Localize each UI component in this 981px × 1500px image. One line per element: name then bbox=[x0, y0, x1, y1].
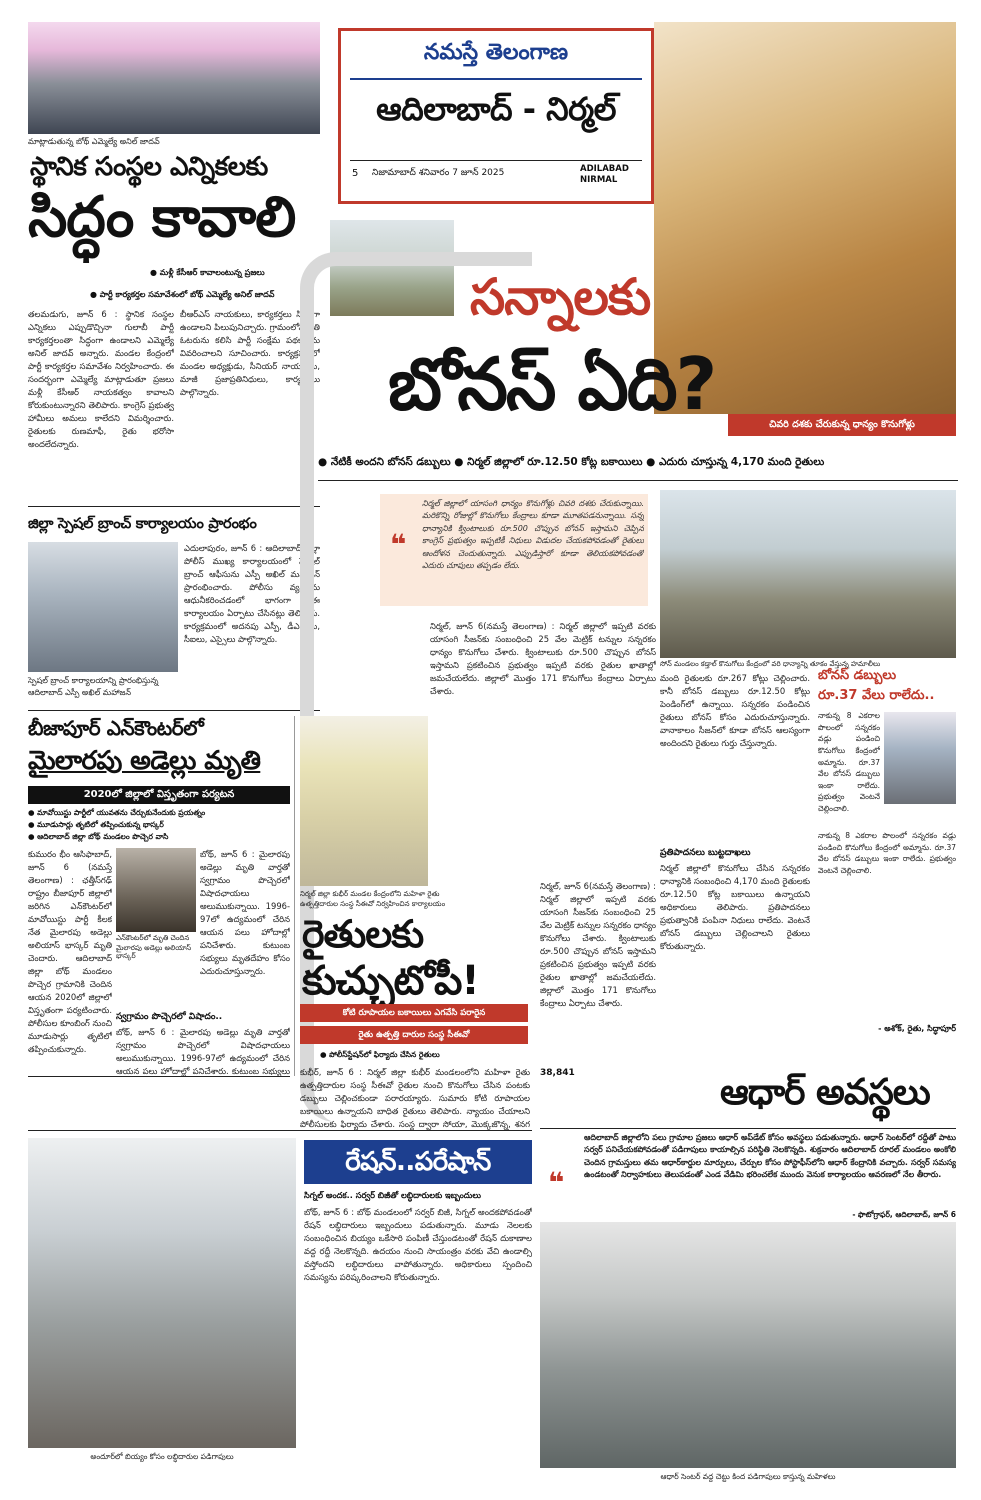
lead-photo-caption: సోన్ మండలం కడ్తాల్ కొనుగోలు కేంద్రంలో వరి ధాన్యాన్ని తూకం వేస్తున్న హమాలీలు bbox=[660, 660, 881, 668]
masthead-edition-en: ADILABAD NIRMAL bbox=[580, 164, 629, 186]
story4-photo-caption1: నిర్మల్ జిల్లా కుభీర్ మండల కేంద్రంలోని మహిళా రైతు bbox=[300, 890, 440, 898]
lead-stat: 38,841 bbox=[540, 1068, 575, 1078]
story3-bullet3: ● ఆదిలాబాద్ జిల్లా బోథ్ మండలం పొచ్చెర వాసి bbox=[28, 832, 169, 841]
lead-body-d: నిర్మల్, జూన్ 6(నమస్తే తెలంగాణ) : నిర్మల్ జిల్లాలో ఇప్పటి వరకు యాసంగి సీజన్‌కు సంబంధించి 25 వేల మెట్రిక్ టన్నుల సన్నరకం ధాన్యం కొనుగోలు చేశారు. క్వింటాలుకు రూ.500 చొప్పున బోనస్ ఇస్తామని ప్రకటించిన ప్రభుత్వం ఇప్పటి వరకు రైతుల ఖాతాల్లో జమచేయలేదు. జిల్లాలో మొత్తం 171 కొనుగోలు కేంద్రాలు ఏర్పాటు చేశారు. bbox=[540, 881, 656, 1009]
divider bbox=[28, 710, 320, 711]
divider bbox=[28, 1076, 290, 1077]
story3-photo bbox=[116, 848, 196, 932]
story1-photo-caption: మాట్లాడుతున్న బోథ్ ఎమ్మెల్యే అనిల్ జాదవ్ bbox=[28, 137, 160, 146]
story2-photo-caption2: ఆదిలాబాద్ ఎస్పీ అఖిల్ మహాజన్ bbox=[28, 688, 131, 697]
story3-headline-small: బీజాపూర్ ఎన్‌కౌంటర్‌లో bbox=[28, 716, 204, 740]
lead-headline-top: సన్నాలకు bbox=[470, 268, 651, 326]
divider bbox=[350, 78, 642, 80]
lead-sidebar-photo bbox=[884, 712, 956, 804]
lead-sidebar-sub: రూ.37 వేలు రాలేదు.. bbox=[818, 688, 935, 703]
divider bbox=[540, 1128, 956, 1129]
story3-band: 2020లో జిల్లాలో విస్తృతంగా పర్యటన bbox=[28, 786, 290, 804]
story5-photo-caption: ఆధార్ సెంటర్ వద్ద చెట్టు కింద పడిగాపులు కాస్తున్న మహిళలు bbox=[660, 1472, 836, 1481]
lead-tag: చివరి దశకు చేరుకున్న ధాన్యం కొనుగోళ్లు bbox=[728, 414, 956, 436]
divider bbox=[294, 716, 295, 1076]
story6-photo bbox=[28, 1138, 296, 1448]
story5-headline: ఆధార్ అవస్థలు bbox=[720, 1072, 930, 1113]
story3-photo-caption2: మైలారపు అడెల్లు అలియాస్ భాస్కర్ bbox=[116, 944, 192, 961]
lead-sidebar-body2: నాకున్న 8 ఎకరాల పొలంలో సన్నరకం వడ్లు పండించి కొనుగోలు కేంద్రంలో అమ్మాను. రూ.37 వేల బోనస్ డబ్బులు ఇంకా రాలేదు. ప్రభుత్వం వెంటనే చెల్లించాలి. bbox=[818, 831, 956, 875]
masthead-dateline: నిజామాబాద్ శనివారం 7 జూన్ 2025 bbox=[372, 168, 505, 178]
story3-subhead: స్వగ్రామం పొచ్చెరలో విషాదం.. bbox=[116, 1012, 223, 1022]
lead-sidebar-sign: - అశోక్, రైతు, సిద్ధాపూర్ bbox=[878, 1024, 956, 1033]
story3-body-continued: బోథ్, జూన్ 6 : మైలారపు అడెల్లు మృతి వార్తతో స్వగ్రామం పొచ్చెరలో విషాదఛాయలు అలుముకున్నాయి. 1996-97లో ఉద్యమంలో చేరిన ఆయన పలు హోదాల్లో పనిచేశారు. కుటుంబ సభ్యులు మృతదేహం కోసం ఎదురుచూస్తున్నారు. bbox=[200, 849, 290, 977]
story1-photo bbox=[28, 22, 320, 134]
story5-quote-icon: ❝ bbox=[548, 1166, 565, 1199]
lead-body-a: నిర్మల్, జూన్ 6(నమస్తే తెలంగాణ) : నిర్మల్ జిల్లాలో ఇప్పటి వరకు యాసంగి సీజన్‌కు సంబంధించి 25 వేల మెట్రిక్ టన్నుల సన్నరకం ధాన్యం కొనుగోలు చేశారు. క్వింటాలుకు రూ.500 చొప్పున బోనస్ ఇస్తామని ప్రకటించిన ప్రభుత్వం ఇప్పటి వరకు రైతుల ఖాతాల్లో జమచేయలేదు. జిల్లాలో మొత్తం 171 కొనుగోలు కేంద్రాలు ఏర్పాటు చేశారు. bbox=[430, 621, 656, 697]
divider bbox=[28, 506, 320, 507]
masthead-page-no: 5 bbox=[352, 168, 359, 179]
story4-band1: కోటి రూపాయల బకాయిలు ఎగవేసి పరారైన bbox=[300, 1004, 528, 1022]
lead-quote: నిర్మల్ జిల్లాలో యాసంగి ధాన్యం కొనుగోళ్లు చివరి దశకు చేరుకున్నాయి. మరికొన్ని రోజుల్లో కొనుగోలు కేంద్రాలు కూడా మూతపడనున్నాయి. సన్న ధాన్యానికి క్వింటాలుకు రూ.500 చొప్పున బోనస్ ఇస్తామని చెప్పిన కాంగ్రెస్ ప్రభుత్వం ఇప్పటికీ నిధులు విడుదల చేయకపోవడంతో రైతులు ఆందోళన చెందుతున్నారు. ఎప్పుడిస్తారో కూడా తెలియకపోవడంతో ఎదురు చూపులు తప్పడం లేదు. bbox=[422, 499, 644, 570]
divider bbox=[318, 480, 958, 481]
story4-bullet: ● పోలీస్‌స్టేషన్‌లో ఫిర్యాదు చేసిన రైతులు bbox=[320, 1050, 440, 1059]
masthead-edition: ఆదిలాబాద్ - నిర్మల్ bbox=[376, 90, 616, 128]
story2-photo-caption1: స్పెషల్ బ్రాంచ్ కార్యాలయాన్ని ప్రారంభిస్తున్న bbox=[28, 676, 159, 685]
lead-sidebar-body: నాకున్న 8 ఎకరాల పొలంలో సన్నరకం వడ్లు పండించి కొనుగోలు కేంద్రంలో అమ్మాను. రూ.37 వేల బోనస్ డబ్బులు ఇంకా రాలేదు. ప్రభుత్వం వెంటనే చెల్లించాలి. bbox=[818, 711, 880, 813]
story4-band2: రైతు ఉత్పత్తి దారుల సంస్థ సీఈవో bbox=[300, 1026, 528, 1044]
lead-body-c: నిర్మల్ జిల్లాలో కొనుగోలు చేసిన సన్నరకం ధాన్యానికి సంబంధించి 4,170 మంది రైతులకు రూ.12.50 కోట్ల బకాయిలు ఉన్నాయని అధికారులు తెలిపారు. ప్రతిపాదనలు ప్రభుత్వానికి పంపినా నిధులు రాలేదు. వెంటనే బోనస్ డబ్బులు చెల్లించాలని రైతులు కోరుతున్నారు. bbox=[660, 863, 810, 952]
lead-subhead: ప్రతిపాదనలు బుట్టదాఖలు bbox=[660, 848, 751, 858]
story5-sign: - ఫొటోగ్రాఫర్, ఆదిలాబాద్, జూన్ 6 bbox=[852, 1210, 956, 1219]
lead-strap: ● నేటికీ అందని బోనస్ డబ్బులు ● నిర్మల్ జిల్లాలో రూ.12.50 కోట్ల బకాయిలు ● ఎదురు చూస్తున్న 4,170 మంది రైతులు bbox=[318, 456, 825, 468]
story1-bullet1: ● మళ్లీ కేసీఆర్ కావాలంటున్న ప్రజలు bbox=[150, 268, 265, 277]
story3-body2: బోథ్, జూన్ 6 : మైలారపు అడెల్లు మృతి వార్తతో స్వగ్రామం పొచ్చెరలో విషాదఛాయలు అలుముకున్నాయి. 1996-97లో ఉద్యమంలో చేరిన ఆయన పలు హోదాల్లో పనిచేశారు. కుటుంబ సభ్యులు bbox=[116, 1027, 290, 1076]
masthead-brand: నమస్తే తెలంగాణ bbox=[423, 40, 569, 65]
story1-body-a: తలమడుగు, జూన్ 6 : స్థానిక సంస్థల ఎన్నికలు ఎప్పుడొచ్చినా గులాబీ పార్టీ కార్యకర్తలంతా సిద్ధంగా ఉండాలని ఎమ్మెల్యే అనిల్ జాదవ్ అన్నారు. మండల కేంద్రంలో పార్టీ కార్యకర్తల సమావేశం నిర్వహించారు. ఈ సందర్భంగా ఎమ్మెల్యే మాట్లాడుతూ ప్రజలు మళ్లీ కేసీఆర్ నాయకత్వం కావాలని కోరుకుంటున్నారని తెలిపారు. కాంగ్రెస్ ప్రభుత్వ హామీలు అమలు కాలేదని విమర్శించారు. రైతులకు రుణమాఫీ, రైతు భరోసా అందలేదన్నారు. bbox=[28, 309, 174, 450]
lead-body-b: మంది రైతులకు రూ.267 కోట్లు చెల్లించారు. కానీ బోనస్ డబ్బులు రూ.12.50 కోట్లు పెండింగ్‌లో ఉన్నాయి. సన్నరకం పండించిన రైతులు బోనస్ కోసం ఎదురుచూస్తున్నారు. వానాకాలం సీజన్‌లో కూడా బోనస్ ఆలస్యంగా అందిందని రైతులు గుర్తు చేస్తున్నారు. bbox=[660, 673, 810, 749]
story4-body: కుభీర్, జూన్ 6 : నిర్మల్ జిల్లా కుభీర్ మండలంలోని మహిళా రైతు ఉత్పత్తిదారుల సంస్థ సీఈవో రైతుల నుంచి కొనుగోలు చేసిన పంటకు డబ్బులు చెల్లించకుండా పరారయ్యారు. సుమారు కోటి రూపాయల బకాయిలు ఉన్నాయని బాధిత రైతులు తెలిపారు. న్యాయం చేయాలని పోలీసులకు ఫిర్యాదు చేశారు. సంస్థ ద్వారా సోయా, మొక్కజొన్న, శనగ bbox=[300, 1067, 530, 1130]
story6-body: బోథ్, జూన్ 6 : బోథ్ మండలంలో సర్వర్ బిజీ, సిగ్నల్ అందకపోవడంతో రేషన్ లబ్ధిదారులు ఇబ్బందులు పడుతున్నారు. మూడు నెలలకు సంబంధించిన బియ్యం ఒకేసారి పంపిణీ చేస్తుండటంతో రేషన్ దుకాణాల వద్ద రద్దీ నెలకొన్నది. ఉదయం నుంచి సాయంత్రం వరకు వేచి ఉండాల్సి వస్తోందని లబ్ధిదారులు వాపోతున్నారు. అధికారులు స్పందించి సమస్యను పరిష్కరించాలని కోరుతున్నారు. bbox=[304, 1207, 532, 1283]
story6-photo-caption: అందూర్‌లో బియ్యం కోసం లబ్ధిదారుల పడిగాపులు bbox=[90, 1452, 234, 1461]
story4-headline-big: కుచ్చుటోపీ! bbox=[302, 958, 479, 1004]
story1-body-b: బీఆర్ఎస్ నాయకులు, కార్యకర్తలు సిద్ధంగా ఉండాలని పిలుపునిచ్చారు. గ్రామంలోని ప్రతి ఓటరును కలిసి పార్టీ సంక్షేమ పథకాలను వివరించాలని సూచించారు. కార్యక్రమంలో మండల అధ్యక్షుడు, సీనియర్ నాయకులు, మాజీ ప్రజాప్రతినిధులు, కార్యకర్తలు పాల్గొన్నారు. bbox=[180, 309, 320, 398]
story3-bullet1: ● మావోయిస్టు పార్టీలో యువతను చేర్చుకునేందుకు ప్రయత్నం bbox=[28, 808, 206, 817]
story2-headline: జిల్లా స్పెషల్ బ్రాంచ్ కార్యాలయం ప్రారంభం bbox=[28, 516, 257, 532]
divider bbox=[28, 1130, 532, 1131]
story3-body: కుమురం భీం ఆసిఫాబాద్, జూన్ 6 (నమస్తే తెలంగాణ) : ఛత్తీస్‌గఢ్ రాష్ట్రం బీజాపూర్ జిల్లాలో జరిగిన ఎన్‌కౌంటర్‌లో మావోయిస్టు పార్టీ కీలక నేత మైలారపు అడెల్లు అలియాస్ భాస్కర్ మృతి చెందారు. ఆదిలాబాద్ జిల్లా బోథ్ మండలం పొచ్చెర గ్రామానికి చెందిన ఆయన 2020లో జిల్లాలో విస్తృతంగా పర్యటించారు. పోలీసుల కూంబింగ్ నుంచి మూడుసార్లు తృటిలో తప్పించుకున్నారు. bbox=[28, 849, 112, 1055]
lead-quote-icon: ❝ bbox=[390, 528, 407, 561]
lead-weighing-photo bbox=[660, 490, 956, 658]
story1-bullet2: ● పార్టీ కార్యకర్తల సమావేశంలో బోథ్ ఎమ్మెల్యే అనిల్ జాదవ్ bbox=[90, 290, 275, 299]
lead-sidebar-head: బోనస్ డబ్బులు bbox=[818, 668, 897, 683]
story6-headline: రేషన్..పరేషాన్ bbox=[304, 1140, 532, 1184]
story2-photo bbox=[28, 542, 178, 672]
story3-headline-big: మైలారపు అడెల్లు మృతి bbox=[28, 746, 261, 776]
story2-body: ఎదులాపురం, జూన్ 6 : ఆదిలాబాద్ జిల్లా పోలీస్ ముఖ్య కార్యాలయంలో స్పెషల్ బ్రాంచ్ ఆఫీసును ఎస్పీ అఖిల్ మహాజన్ ప్రారంభించారు. పోలీసు వ్యవస్థను ఆధునీకరించడంలో భాగంగా ఈ కార్యాలయం ఏర్పాటు చేసినట్లు తెలిపారు. కార్యక్రమంలో అదనపు ఎస్పీ, డీఎస్పీలు, సీఐలు, ఎస్సైలు పాల్గొన్నారు. bbox=[184, 543, 320, 645]
story6-sub: సిగ్నల్ అందక.. సర్వర్ బిజీతో లబ్ధిదారులకు ఇబ్బందులు bbox=[304, 1190, 482, 1200]
divider bbox=[350, 160, 642, 161]
story1-headline-small: స్థానిక సంస్థల ఎన్నికలకు bbox=[30, 152, 268, 182]
story4-headline-small: రైతులకు bbox=[302, 912, 424, 956]
lead-headline-big: బోనస్ ఏది? bbox=[388, 342, 716, 426]
story5-quote: ఆదిలాబాద్ జిల్లాలోని పలు గ్రామాల ప్రజలు ఆధార్ అప్‌డేట్ కోసం అవస్థలు పడుతున్నారు. ఆధార్ సెంటర్‌లో రద్దీతో పాటు సర్వర్ పనిచేయకపోవడంతో పడిగాపులు కాయాల్సిన పరిస్థితి నెలకొన్నది. శుక్రవారం ఆదిలాబాద్ రూరల్ మండలం అంకోలి చెందిన గ్రామస్తులు తమ ఆధార్‌కార్డుల మార్పులు, చేర్పుల కోసం పోస్టాఫీస్‌లోని ఆధార్ కేంద్రానికి వచ్చారు. సర్వర్ సమస్య ఉండటంతో నిర్వాహకులు తెలుపడంతో ఎండ వేడిమి భరించలేక ముందు వెనుక కార్యాలయం ఆవరణలో నేల తీరారు. bbox=[584, 1133, 956, 1180]
story3-photo-caption1: ఎన్‌కౌంటర్‌లో మృతి చెందిన bbox=[116, 934, 190, 942]
story5-photo bbox=[540, 1222, 956, 1468]
story4-photo-caption2: ఉత్పత్తిదారుల సంస్థ సీఈవో నిర్వహించిన కార్యాలయం bbox=[300, 900, 446, 908]
story1-headline-big: సిద్ధం కావాలి bbox=[28, 185, 296, 250]
story4-photo bbox=[300, 716, 428, 886]
story3-bullet2: ● మూడుసార్లు తృటిలో తప్పించుకున్న భాస్కర్ bbox=[28, 820, 164, 829]
